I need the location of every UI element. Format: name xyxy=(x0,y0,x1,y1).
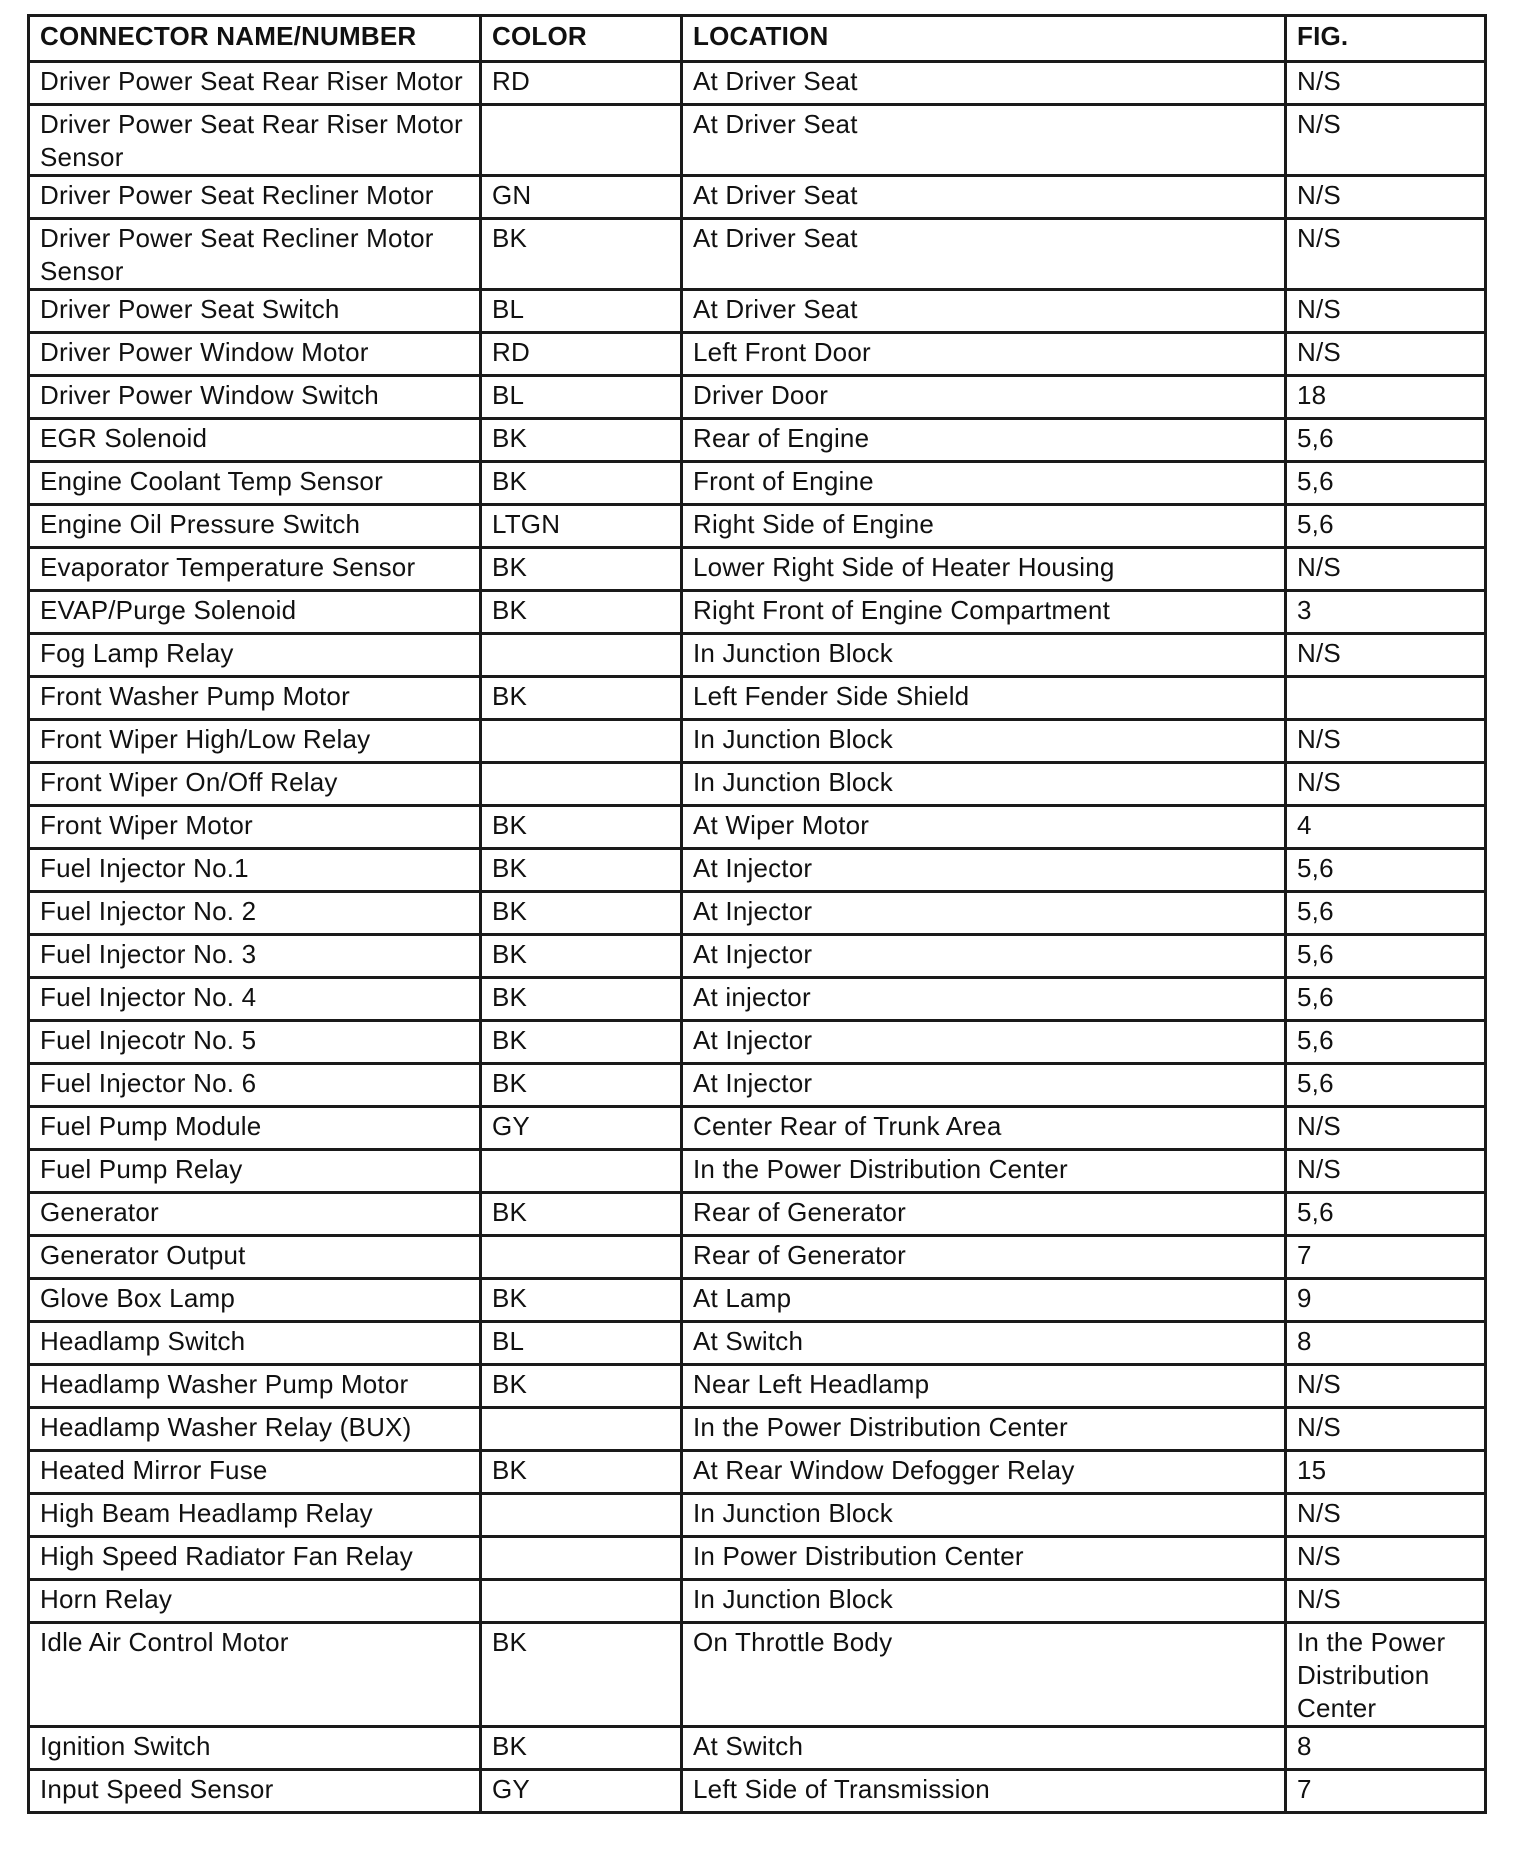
cell-color: BK xyxy=(481,849,682,892)
cell-color xyxy=(481,720,682,763)
cell-color xyxy=(481,105,682,176)
cell-color: BL xyxy=(481,1322,682,1365)
cell-color: BK xyxy=(481,935,682,978)
cell-connector-name: High Speed Radiator Fan Relay xyxy=(29,1537,481,1580)
cell-fig: 5,6 xyxy=(1286,1021,1486,1064)
cell-fig xyxy=(1286,677,1486,720)
cell-fig: 7 xyxy=(1286,1770,1486,1813)
cell-fig: N/S xyxy=(1286,290,1486,333)
cell-fig: N/S xyxy=(1286,176,1486,219)
cell-location: Left Fender Side Shield xyxy=(682,677,1286,720)
cell-location: Right Front of Engine Compartment xyxy=(682,591,1286,634)
cell-location: At Injector xyxy=(682,1064,1286,1107)
table-row xyxy=(29,1623,1486,1727)
cell-location: At Driver Seat xyxy=(682,176,1286,219)
cell-fig: 8 xyxy=(1286,1322,1486,1365)
table-row xyxy=(29,462,1486,505)
cell-location: Near Left Headlamp xyxy=(682,1365,1286,1408)
cell-location: Rear of Generator xyxy=(682,1193,1286,1236)
cell-connector-name: Headlamp Washer Relay (BUX) xyxy=(29,1408,481,1451)
cell-fig: N/S xyxy=(1286,219,1486,290)
cell-color xyxy=(481,1408,682,1451)
cell-color xyxy=(481,1150,682,1193)
cell-color: BK xyxy=(481,1727,682,1770)
cell-fig: N/S xyxy=(1286,1494,1486,1537)
cell-fig: 5,6 xyxy=(1286,419,1486,462)
cell-connector-name: Driver Power Window Switch xyxy=(29,376,481,419)
cell-fig: 5,6 xyxy=(1286,892,1486,935)
table-row xyxy=(29,1064,1486,1107)
table-row xyxy=(29,505,1486,548)
cell-color xyxy=(481,1537,682,1580)
cell-connector-name: Fuel Injector No. 3 xyxy=(29,935,481,978)
cell-fig: N/S xyxy=(1286,1537,1486,1580)
cell-fig: N/S xyxy=(1286,720,1486,763)
cell-connector-name: Engine Oil Pressure Switch xyxy=(29,505,481,548)
table-row xyxy=(29,1193,1486,1236)
cell-location: At Rear Window Defogger Relay xyxy=(682,1451,1286,1494)
cell-color: BK xyxy=(481,548,682,591)
cell-connector-name: Input Speed Sensor xyxy=(29,1770,481,1813)
cell-connector-name: Fog Lamp Relay xyxy=(29,634,481,677)
cell-color: BK xyxy=(481,1623,682,1727)
cell-color: BK xyxy=(481,677,682,720)
table-row xyxy=(29,1021,1486,1064)
cell-fig: N/S xyxy=(1286,548,1486,591)
cell-connector-name: Front Wiper High/Low Relay xyxy=(29,720,481,763)
cell-location: On Throttle Body xyxy=(682,1623,1286,1727)
cell-fig: 5,6 xyxy=(1286,1193,1486,1236)
cell-fig: N/S xyxy=(1286,1580,1486,1623)
cell-fig: 5,6 xyxy=(1286,505,1486,548)
cell-location: Rear of Generator xyxy=(682,1236,1286,1279)
table-row xyxy=(29,1580,1486,1623)
cell-location: In Junction Block xyxy=(682,1494,1286,1537)
cell-connector-name: Fuel Injector No. 4 xyxy=(29,978,481,1021)
cell-connector-name: Horn Relay xyxy=(29,1580,481,1623)
header-row xyxy=(29,16,1486,62)
cell-color: BK xyxy=(481,1021,682,1064)
cell-color: BK xyxy=(481,1064,682,1107)
cell-color: GY xyxy=(481,1770,682,1813)
cell-fig: 7 xyxy=(1286,1236,1486,1279)
cell-location: At Driver Seat xyxy=(682,62,1286,105)
cell-connector-name: Fuel Injector No.1 xyxy=(29,849,481,892)
cell-fig: N/S xyxy=(1286,1150,1486,1193)
cell-location: Driver Door xyxy=(682,376,1286,419)
cell-color: BK xyxy=(481,219,682,290)
cell-connector-name: Front Wiper Motor xyxy=(29,806,481,849)
table-row xyxy=(29,376,1486,419)
cell-connector-name: Idle Air Control Motor xyxy=(29,1623,481,1727)
cell-color: BK xyxy=(481,806,682,849)
cell-connector-name: High Beam Headlamp Relay xyxy=(29,1494,481,1537)
cell-fig: N/S xyxy=(1286,1365,1486,1408)
cell-connector-name: Fuel Pump Module xyxy=(29,1107,481,1150)
cell-location: In Junction Block xyxy=(682,634,1286,677)
cell-location: Right Side of Engine xyxy=(682,505,1286,548)
cell-connector-name: Driver Power Seat Switch xyxy=(29,290,481,333)
table-row xyxy=(29,634,1486,677)
cell-color: BL xyxy=(481,290,682,333)
cell-location: At Injector xyxy=(682,1021,1286,1064)
table-row xyxy=(29,176,1486,219)
cell-location: In Power Distribution Center xyxy=(682,1537,1286,1580)
cell-color: BK xyxy=(481,419,682,462)
cell-fig: N/S xyxy=(1286,1107,1486,1150)
cell-fig: 8 xyxy=(1286,1727,1486,1770)
table-row xyxy=(29,1365,1486,1408)
cell-connector-name: Headlamp Washer Pump Motor xyxy=(29,1365,481,1408)
cell-location: In Junction Block xyxy=(682,1580,1286,1623)
cell-fig: 15 xyxy=(1286,1451,1486,1494)
cell-location: In Junction Block xyxy=(682,763,1286,806)
table-row xyxy=(29,290,1486,333)
cell-connector-name: Evaporator Temperature Sensor xyxy=(29,548,481,591)
cell-location: At Injector xyxy=(682,849,1286,892)
cell-location: Front of Engine xyxy=(682,462,1286,505)
cell-location: At Lamp xyxy=(682,1279,1286,1322)
cell-connector-name: EVAP/Purge Solenoid xyxy=(29,591,481,634)
cell-color xyxy=(481,634,682,677)
cell-fig: In the Power Distribution Center xyxy=(1286,1623,1486,1727)
cell-connector-name: Fuel Injector No. 6 xyxy=(29,1064,481,1107)
cell-connector-name: Ignition Switch xyxy=(29,1727,481,1770)
header-location: LOCATION xyxy=(682,16,1286,62)
table-row xyxy=(29,1727,1486,1770)
cell-location: Lower Right Side of Heater Housing xyxy=(682,548,1286,591)
table-row xyxy=(29,806,1486,849)
cell-fig: N/S xyxy=(1286,105,1486,176)
table-row xyxy=(29,720,1486,763)
cell-connector-name: Fuel Injecotr No. 5 xyxy=(29,1021,481,1064)
cell-location: At Injector xyxy=(682,935,1286,978)
cell-connector-name: Glove Box Lamp xyxy=(29,1279,481,1322)
cell-location: At Driver Seat xyxy=(682,219,1286,290)
table-row xyxy=(29,1107,1486,1150)
cell-location: Center Rear of Trunk Area xyxy=(682,1107,1286,1150)
cell-location: At Switch xyxy=(682,1727,1286,1770)
cell-color: RD xyxy=(481,62,682,105)
cell-connector-name: Generator xyxy=(29,1193,481,1236)
cell-fig: 5,6 xyxy=(1286,1064,1486,1107)
cell-fig: 3 xyxy=(1286,591,1486,634)
cell-connector-name: Driver Power Window Motor xyxy=(29,333,481,376)
cell-color: BK xyxy=(481,892,682,935)
table-row xyxy=(29,1494,1486,1537)
table-row xyxy=(29,1451,1486,1494)
table-row xyxy=(29,219,1486,290)
cell-fig: N/S xyxy=(1286,333,1486,376)
table-row xyxy=(29,978,1486,1021)
cell-fig: 4 xyxy=(1286,806,1486,849)
cell-connector-name: Front Wiper On/Off Relay xyxy=(29,763,481,806)
cell-color xyxy=(481,1580,682,1623)
cell-connector-name: Driver Power Seat Recliner Motor Sensor xyxy=(29,219,481,290)
table-row xyxy=(29,1322,1486,1365)
cell-color: BK xyxy=(481,1279,682,1322)
cell-location: Left Side of Transmission xyxy=(682,1770,1286,1813)
table-row xyxy=(29,1770,1486,1813)
table-row xyxy=(29,548,1486,591)
cell-connector-name: Fuel Pump Relay xyxy=(29,1150,481,1193)
header-color: COLOR xyxy=(481,16,682,62)
table-row xyxy=(29,849,1486,892)
header-connector-name: CONNECTOR NAME/NUMBER xyxy=(29,16,481,62)
cell-connector-name: Heated Mirror Fuse xyxy=(29,1451,481,1494)
cell-location: In Junction Block xyxy=(682,720,1286,763)
cell-fig: 5,6 xyxy=(1286,849,1486,892)
cell-fig: 5,6 xyxy=(1286,462,1486,505)
table-row xyxy=(29,62,1486,105)
table-row xyxy=(29,935,1486,978)
cell-connector-name: Driver Power Seat Rear Riser Motor xyxy=(29,62,481,105)
cell-color xyxy=(481,1236,682,1279)
cell-location: At Switch xyxy=(682,1322,1286,1365)
cell-location: Left Front Door xyxy=(682,333,1286,376)
cell-color: BL xyxy=(481,376,682,419)
cell-location: Rear of Engine xyxy=(682,419,1286,462)
cell-location: At injector xyxy=(682,978,1286,1021)
table-row xyxy=(29,333,1486,376)
table-row xyxy=(29,677,1486,720)
cell-connector-name: Generator Output xyxy=(29,1236,481,1279)
cell-color: BK xyxy=(481,978,682,1021)
cell-color: GY xyxy=(481,1107,682,1150)
cell-color: BK xyxy=(481,462,682,505)
cell-connector-name: Engine Coolant Temp Sensor xyxy=(29,462,481,505)
cell-location: In the Power Distribution Center xyxy=(682,1408,1286,1451)
cell-color: RD xyxy=(481,333,682,376)
table-row xyxy=(29,105,1486,176)
cell-location: At Driver Seat xyxy=(682,290,1286,333)
cell-location: In the Power Distribution Center xyxy=(682,1150,1286,1193)
cell-location: At Wiper Motor xyxy=(682,806,1286,849)
cell-color: BK xyxy=(481,1193,682,1236)
cell-connector-name: EGR Solenoid xyxy=(29,419,481,462)
table-row xyxy=(29,1236,1486,1279)
cell-color: BK xyxy=(481,1365,682,1408)
cell-fig: 18 xyxy=(1286,376,1486,419)
connector-table xyxy=(27,14,1487,1814)
table-row xyxy=(29,1408,1486,1451)
cell-connector-name: Fuel Injector No. 2 xyxy=(29,892,481,935)
table-row xyxy=(29,892,1486,935)
table-row xyxy=(29,1279,1486,1322)
cell-color: BK xyxy=(481,591,682,634)
table-row xyxy=(29,763,1486,806)
cell-fig: 5,6 xyxy=(1286,935,1486,978)
cell-fig: 5,6 xyxy=(1286,978,1486,1021)
table-row xyxy=(29,1537,1486,1580)
cell-connector-name: Front Washer Pump Motor xyxy=(29,677,481,720)
cell-connector-name: Headlamp Switch xyxy=(29,1322,481,1365)
cell-location: At Driver Seat xyxy=(682,105,1286,176)
cell-fig: N/S xyxy=(1286,1408,1486,1451)
cell-color: BK xyxy=(481,1451,682,1494)
table-row xyxy=(29,419,1486,462)
cell-color: GN xyxy=(481,176,682,219)
cell-fig: 9 xyxy=(1286,1279,1486,1322)
cell-fig: N/S xyxy=(1286,763,1486,806)
table-body xyxy=(29,62,1486,1813)
cell-fig: N/S xyxy=(1286,634,1486,677)
cell-connector-name: Driver Power Seat Rear Riser Motor Sensor xyxy=(29,105,481,176)
cell-fig: N/S xyxy=(1286,62,1486,105)
cell-color xyxy=(481,763,682,806)
table-row xyxy=(29,1150,1486,1193)
table-row xyxy=(29,591,1486,634)
cell-color xyxy=(481,1494,682,1537)
cell-location: At Injector xyxy=(682,892,1286,935)
header-fig: FIG. xyxy=(1286,16,1486,62)
cell-color: LTGN xyxy=(481,505,682,548)
cell-connector-name: Driver Power Seat Recliner Motor xyxy=(29,176,481,219)
